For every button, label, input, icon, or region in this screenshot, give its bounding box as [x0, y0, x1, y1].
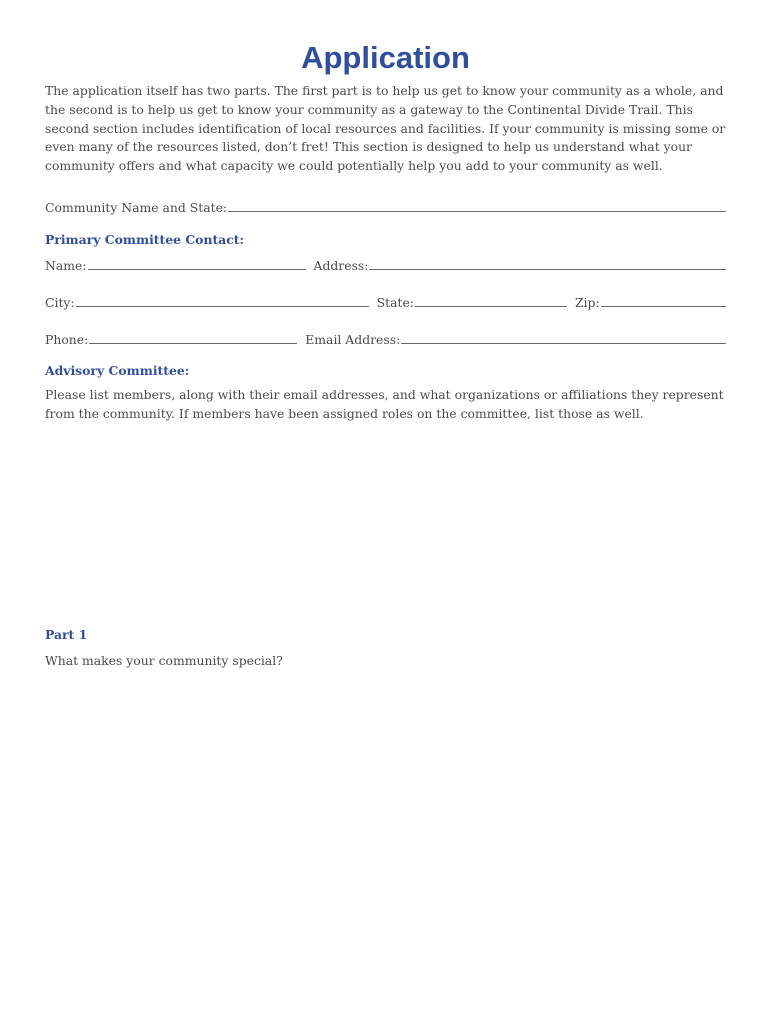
advisory-committee-text: Please list members, along with their email addresses, and what organizations or affiliations they represent from the community. If members have been assigned roles on the committee, list those as well.: [45, 387, 724, 421]
community-name-label: Community Name and State:: [45, 200, 228, 215]
name-field[interactable]: [88, 257, 306, 270]
email-field[interactable]: [401, 331, 726, 344]
page-title: Application: [301, 40, 470, 75]
part1-heading: Part 1: [45, 627, 88, 642]
address-field[interactable]: [369, 257, 726, 270]
community-name-field[interactable]: [228, 199, 726, 212]
part1-question: What makes your community special?: [45, 653, 283, 668]
address-label: Address:: [313, 258, 369, 273]
primary-contact-heading: Primary Committee Contact:: [45, 232, 245, 247]
city-state-zip-row: [45, 294, 726, 310]
name-label: Name:: [45, 258, 87, 273]
phone-field[interactable]: [89, 331, 297, 344]
state-label: State:: [376, 295, 414, 310]
city-label: City:: [45, 295, 75, 310]
state-field[interactable]: [415, 294, 567, 307]
community-name-row: [45, 199, 726, 215]
advisory-committee-heading: Advisory Committee:: [45, 363, 190, 378]
phone-label: Phone:: [45, 332, 89, 347]
zip-field[interactable]: [601, 294, 726, 307]
zip-label: Zip:: [574, 295, 600, 310]
city-field[interactable]: [76, 294, 369, 307]
email-label: Email Address:: [305, 332, 401, 347]
intro-paragraph: The application itself has two parts. The first part is to help us get to know your community as a whole, and the second is to help us get to know your community as a gateway to the Continental Divide Trail. This second section includes identification of local resources and facilities. If your community is missing some or even many of the resources listed, don’t fret! This section is designed to help us understand what your community offers and what capacity we could potentially help you add to your community as well.: [45, 83, 726, 174]
phone-email-row: [45, 331, 726, 347]
name-address-row: [45, 257, 726, 273]
